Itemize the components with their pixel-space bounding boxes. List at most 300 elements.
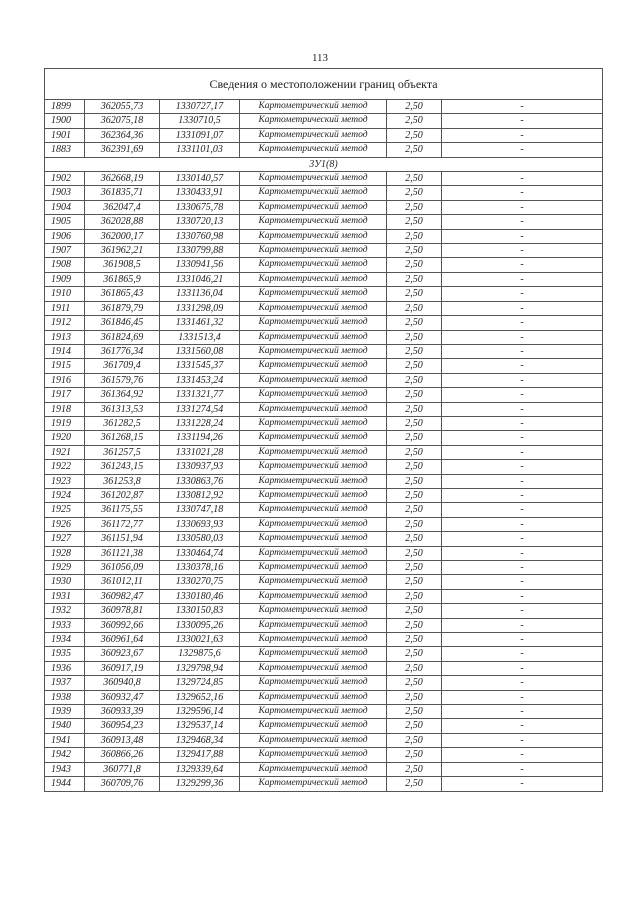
method-cell: Картометрический метод — [240, 445, 387, 459]
table-row — [45, 661, 603, 675]
y-coordinate-cell: 1331321,77 — [160, 388, 240, 402]
method-cell: Картометрический метод — [240, 316, 387, 330]
description-cell: - — [442, 258, 603, 272]
method-cell: Картометрический метод — [240, 661, 387, 675]
x-coordinate-cell: 361243,15 — [85, 460, 160, 474]
method-cell: Картометрический метод — [240, 215, 387, 229]
description-cell: - — [442, 445, 603, 459]
accuracy-cell: 2,50 — [387, 186, 442, 200]
point-number-cell: 1935 — [45, 647, 85, 661]
y-coordinate-cell: 1331136,04 — [160, 287, 240, 301]
y-coordinate-cell: 1329596,14 — [160, 705, 240, 719]
y-coordinate-cell: 1330270,75 — [160, 575, 240, 589]
description-cell: - — [442, 661, 603, 675]
table-row — [45, 114, 603, 128]
description-cell: - — [442, 388, 603, 402]
point-number-cell: 1910 — [45, 287, 85, 301]
accuracy-cell: 2,50 — [387, 777, 442, 791]
accuracy-cell: 2,50 — [387, 373, 442, 387]
description-cell: - — [442, 128, 603, 142]
method-cell: Картометрический метод — [240, 388, 387, 402]
description-cell: - — [442, 618, 603, 632]
x-coordinate-cell: 362000,17 — [85, 229, 160, 243]
y-coordinate-cell: 1330812,92 — [160, 488, 240, 502]
point-number-cell: 1926 — [45, 517, 85, 531]
accuracy-cell: 2,50 — [387, 604, 442, 618]
y-coordinate-cell: 1330693,93 — [160, 517, 240, 531]
table-row — [45, 762, 603, 776]
point-number-cell: 1901 — [45, 128, 85, 142]
x-coordinate-cell: 361202,87 — [85, 488, 160, 502]
table-row — [45, 532, 603, 546]
point-number-cell: 1907 — [45, 244, 85, 258]
description-cell: - — [442, 777, 603, 791]
x-coordinate-cell: 362075,18 — [85, 114, 160, 128]
accuracy-cell: 2,50 — [387, 229, 442, 243]
point-number-cell: 1920 — [45, 431, 85, 445]
point-number-cell: 1943 — [45, 762, 85, 776]
description-cell: - — [442, 301, 603, 315]
y-coordinate-cell: 1331513,4 — [160, 330, 240, 344]
point-number-cell: 1915 — [45, 359, 85, 373]
accuracy-cell: 2,50 — [387, 561, 442, 575]
accuracy-cell: 2,50 — [387, 128, 442, 142]
accuracy-cell: 2,50 — [387, 114, 442, 128]
x-coordinate-cell: 360940,8 — [85, 676, 160, 690]
method-cell: Картометрический метод — [240, 330, 387, 344]
accuracy-cell: 2,50 — [387, 100, 442, 114]
y-coordinate-cell: 1330095,26 — [160, 618, 240, 632]
table-row — [45, 388, 603, 402]
accuracy-cell: 2,50 — [387, 416, 442, 430]
y-coordinate-cell: 1330760,98 — [160, 229, 240, 243]
y-coordinate-cell: 1330580,03 — [160, 532, 240, 546]
x-coordinate-cell: 361172,77 — [85, 517, 160, 531]
accuracy-cell: 2,50 — [387, 748, 442, 762]
point-number-cell: 1906 — [45, 229, 85, 243]
table-row — [45, 575, 603, 589]
point-number-cell: 1912 — [45, 316, 85, 330]
accuracy-cell: 2,50 — [387, 359, 442, 373]
table-row — [45, 128, 603, 142]
x-coordinate-cell: 361865,43 — [85, 287, 160, 301]
y-coordinate-cell: 1331298,09 — [160, 301, 240, 315]
x-coordinate-cell: 360917,19 — [85, 661, 160, 675]
description-cell: - — [442, 215, 603, 229]
method-cell: Картометрический метод — [240, 546, 387, 560]
accuracy-cell: 2,50 — [387, 402, 442, 416]
section-label: 3У1(8) — [45, 157, 603, 171]
description-cell: - — [442, 633, 603, 647]
description-cell: - — [442, 460, 603, 474]
method-cell: Картометрический метод — [240, 402, 387, 416]
accuracy-cell: 2,50 — [387, 445, 442, 459]
x-coordinate-cell: 361709,4 — [85, 359, 160, 373]
method-cell: Картометрический метод — [240, 344, 387, 358]
point-number-cell: 1905 — [45, 215, 85, 229]
accuracy-cell: 2,50 — [387, 647, 442, 661]
description-cell: - — [442, 690, 603, 704]
method-cell: Картометрический метод — [240, 100, 387, 114]
point-number-cell: 1928 — [45, 546, 85, 560]
y-coordinate-cell: 1330433,91 — [160, 186, 240, 200]
description-cell: - — [442, 316, 603, 330]
y-coordinate-cell: 1329339,64 — [160, 762, 240, 776]
method-cell: Картометрический метод — [240, 618, 387, 632]
method-cell: Картометрический метод — [240, 604, 387, 618]
description-cell: - — [442, 100, 603, 114]
table-row — [45, 517, 603, 531]
description-cell: - — [442, 575, 603, 589]
method-cell: Картометрический метод — [240, 676, 387, 690]
point-number-cell: 1932 — [45, 604, 85, 618]
table-row — [45, 488, 603, 502]
description-cell: - — [442, 488, 603, 502]
table-row — [45, 373, 603, 387]
description-cell: - — [442, 474, 603, 488]
point-number-cell: 1940 — [45, 719, 85, 733]
y-coordinate-cell: 1329798,94 — [160, 661, 240, 675]
description-cell: - — [442, 705, 603, 719]
table-row — [45, 777, 603, 791]
description-cell: - — [442, 143, 603, 157]
y-coordinate-cell: 1330464,74 — [160, 546, 240, 560]
description-cell: - — [442, 172, 603, 186]
accuracy-cell: 2,50 — [387, 705, 442, 719]
x-coordinate-cell: 360923,67 — [85, 647, 160, 661]
accuracy-cell: 2,50 — [387, 733, 442, 747]
x-coordinate-cell: 360961,64 — [85, 633, 160, 647]
y-coordinate-cell: 1329537,14 — [160, 719, 240, 733]
method-cell: Картометрический метод — [240, 258, 387, 272]
x-coordinate-cell: 361313,53 — [85, 402, 160, 416]
table-row — [45, 172, 603, 186]
x-coordinate-cell: 361056,09 — [85, 561, 160, 575]
accuracy-cell: 2,50 — [387, 474, 442, 488]
y-coordinate-cell: 1331228,24 — [160, 416, 240, 430]
description-cell: - — [442, 200, 603, 214]
y-coordinate-cell: 1331274,54 — [160, 402, 240, 416]
table-row — [45, 431, 603, 445]
description-cell: - — [442, 561, 603, 575]
y-coordinate-cell: 1331046,21 — [160, 272, 240, 286]
point-number-cell: 1923 — [45, 474, 85, 488]
table-row — [45, 100, 603, 114]
table-row — [45, 503, 603, 517]
point-number-cell: 1942 — [45, 748, 85, 762]
x-coordinate-cell: 360709,76 — [85, 777, 160, 791]
table-row — [45, 618, 603, 632]
description-cell: - — [442, 604, 603, 618]
table-row — [45, 748, 603, 762]
description-cell: - — [442, 546, 603, 560]
y-coordinate-cell: 1331560,08 — [160, 344, 240, 358]
accuracy-cell: 2,50 — [387, 143, 442, 157]
x-coordinate-cell: 361175,55 — [85, 503, 160, 517]
description-cell: - — [442, 272, 603, 286]
description-cell: - — [442, 719, 603, 733]
description-cell: - — [442, 186, 603, 200]
accuracy-cell: 2,50 — [387, 215, 442, 229]
description-cell: - — [442, 402, 603, 416]
x-coordinate-cell: 361835,71 — [85, 186, 160, 200]
method-cell: Картометрический метод — [240, 561, 387, 575]
x-coordinate-cell: 361879,79 — [85, 301, 160, 315]
method-cell: Картометрический метод — [240, 373, 387, 387]
x-coordinate-cell: 361846,45 — [85, 316, 160, 330]
y-coordinate-cell: 1331453,24 — [160, 373, 240, 387]
method-cell: Картометрический метод — [240, 200, 387, 214]
description-cell: - — [442, 532, 603, 546]
table-row — [45, 633, 603, 647]
x-coordinate-cell: 361253,8 — [85, 474, 160, 488]
table-row — [45, 287, 603, 301]
x-coordinate-cell: 360933,39 — [85, 705, 160, 719]
point-number-cell: 1900 — [45, 114, 85, 128]
method-cell: Картометрический метод — [240, 416, 387, 430]
y-coordinate-cell: 1329652,16 — [160, 690, 240, 704]
y-coordinate-cell: 1330747,18 — [160, 503, 240, 517]
x-coordinate-cell: 360992,66 — [85, 618, 160, 632]
description-cell: - — [442, 503, 603, 517]
point-number-cell: 1902 — [45, 172, 85, 186]
y-coordinate-cell: 1330378,16 — [160, 561, 240, 575]
accuracy-cell: 2,50 — [387, 719, 442, 733]
x-coordinate-cell: 361268,15 — [85, 431, 160, 445]
method-cell: Картометрический метод — [240, 589, 387, 603]
x-coordinate-cell: 362055,73 — [85, 100, 160, 114]
description-cell: - — [442, 647, 603, 661]
y-coordinate-cell: 1330140,57 — [160, 172, 240, 186]
point-number-cell: 1941 — [45, 733, 85, 747]
x-coordinate-cell: 362047,4 — [85, 200, 160, 214]
description-cell: - — [442, 330, 603, 344]
accuracy-cell: 2,50 — [387, 589, 442, 603]
x-coordinate-cell: 361908,5 — [85, 258, 160, 272]
point-number-cell: 1939 — [45, 705, 85, 719]
accuracy-cell: 2,50 — [387, 517, 442, 531]
point-number-cell: 1908 — [45, 258, 85, 272]
method-cell: Картометрический метод — [240, 517, 387, 531]
method-cell: Картометрический метод — [240, 143, 387, 157]
method-cell: Картометрический метод — [240, 287, 387, 301]
table-row — [45, 460, 603, 474]
method-cell: Картометрический метод — [240, 733, 387, 747]
y-coordinate-cell: 1329875,6 — [160, 647, 240, 661]
method-cell: Картометрический метод — [240, 647, 387, 661]
description-cell: - — [442, 762, 603, 776]
method-cell: Картометрический метод — [240, 719, 387, 733]
point-number-cell: 1922 — [45, 460, 85, 474]
point-number-cell: 1904 — [45, 200, 85, 214]
accuracy-cell: 2,50 — [387, 244, 442, 258]
description-cell: - — [442, 244, 603, 258]
x-coordinate-cell: 361776,34 — [85, 344, 160, 358]
table-row — [45, 330, 603, 344]
table-row — [45, 705, 603, 719]
y-coordinate-cell: 1329724,85 — [160, 676, 240, 690]
accuracy-cell: 2,50 — [387, 546, 442, 560]
method-cell: Картометрический метод — [240, 244, 387, 258]
point-number-cell: 1921 — [45, 445, 85, 459]
accuracy-cell: 2,50 — [387, 690, 442, 704]
y-coordinate-cell: 1330937,93 — [160, 460, 240, 474]
point-number-cell: 1917 — [45, 388, 85, 402]
x-coordinate-cell: 361962,21 — [85, 244, 160, 258]
y-coordinate-cell: 1330710,5 — [160, 114, 240, 128]
method-cell: Картометрический метод — [240, 359, 387, 373]
method-cell: Картометрический метод — [240, 762, 387, 776]
x-coordinate-cell: 362364,36 — [85, 128, 160, 142]
x-coordinate-cell: 361151,94 — [85, 532, 160, 546]
table-row — [45, 344, 603, 358]
description-cell: - — [442, 733, 603, 747]
section-row — [45, 157, 603, 171]
point-number-cell: 1929 — [45, 561, 85, 575]
table-title-row — [45, 69, 603, 100]
table-row — [45, 647, 603, 661]
description-cell: - — [442, 229, 603, 243]
x-coordinate-cell: 361824,69 — [85, 330, 160, 344]
x-coordinate-cell: 360771,8 — [85, 762, 160, 776]
method-cell: Картометрический метод — [240, 186, 387, 200]
accuracy-cell: 2,50 — [387, 287, 442, 301]
boundary-table-frame — [44, 68, 602, 792]
point-number-cell: 1934 — [45, 633, 85, 647]
table-row — [45, 676, 603, 690]
x-coordinate-cell: 361579,76 — [85, 373, 160, 387]
y-coordinate-cell: 1330863,76 — [160, 474, 240, 488]
accuracy-cell: 2,50 — [387, 330, 442, 344]
point-number-cell: 1918 — [45, 402, 85, 416]
y-coordinate-cell: 1329417,88 — [160, 748, 240, 762]
table-row — [45, 546, 603, 560]
table-row — [45, 215, 603, 229]
accuracy-cell: 2,50 — [387, 762, 442, 776]
table-row — [45, 690, 603, 704]
table-row — [45, 589, 603, 603]
method-cell: Картометрический метод — [240, 272, 387, 286]
x-coordinate-cell: 361865,9 — [85, 272, 160, 286]
accuracy-cell: 2,50 — [387, 431, 442, 445]
table-row — [45, 416, 603, 430]
method-cell: Картометрический метод — [240, 633, 387, 647]
x-coordinate-cell: 360954,23 — [85, 719, 160, 733]
point-number-cell: 1909 — [45, 272, 85, 286]
description-cell: - — [442, 517, 603, 531]
y-coordinate-cell: 1330799,88 — [160, 244, 240, 258]
method-cell: Картометрический метод — [240, 748, 387, 762]
table-row — [45, 200, 603, 214]
accuracy-cell: 2,50 — [387, 316, 442, 330]
x-coordinate-cell: 360866,26 — [85, 748, 160, 762]
x-coordinate-cell: 361257,5 — [85, 445, 160, 459]
accuracy-cell: 2,50 — [387, 460, 442, 474]
method-cell: Картометрический метод — [240, 301, 387, 315]
x-coordinate-cell: 362028,88 — [85, 215, 160, 229]
accuracy-cell: 2,50 — [387, 633, 442, 647]
accuracy-cell: 2,50 — [387, 200, 442, 214]
table-row — [45, 445, 603, 459]
method-cell: Картометрический метод — [240, 229, 387, 243]
y-coordinate-cell: 1330675,78 — [160, 200, 240, 214]
boundary-coordinates-table — [44, 68, 603, 792]
point-number-cell: 1937 — [45, 676, 85, 690]
y-coordinate-cell: 1330180,46 — [160, 589, 240, 603]
description-cell: - — [442, 676, 603, 690]
method-cell: Картометрический метод — [240, 532, 387, 546]
table-row — [45, 244, 603, 258]
y-coordinate-cell: 1331461,32 — [160, 316, 240, 330]
table-row — [45, 186, 603, 200]
table-row — [45, 316, 603, 330]
method-cell: Картометрический метод — [240, 114, 387, 128]
x-coordinate-cell: 361364,92 — [85, 388, 160, 402]
page-number: 113 — [311, 52, 329, 64]
x-coordinate-cell: 361121,38 — [85, 546, 160, 560]
y-coordinate-cell: 1331101,03 — [160, 143, 240, 157]
y-coordinate-cell: 1331545,37 — [160, 359, 240, 373]
table-row — [45, 402, 603, 416]
y-coordinate-cell: 1329468,34 — [160, 733, 240, 747]
description-cell: - — [442, 344, 603, 358]
point-number-cell: 1883 — [45, 143, 85, 157]
table-row — [45, 258, 603, 272]
x-coordinate-cell: 362668,19 — [85, 172, 160, 186]
x-coordinate-cell: 362391,69 — [85, 143, 160, 157]
table-title: Сведения о местоположении границ объекта — [45, 69, 603, 100]
point-number-cell: 1913 — [45, 330, 85, 344]
table-row — [45, 561, 603, 575]
description-cell: - — [442, 431, 603, 445]
x-coordinate-cell: 361012,11 — [85, 575, 160, 589]
accuracy-cell: 2,50 — [387, 301, 442, 315]
table-row — [45, 359, 603, 373]
y-coordinate-cell: 1329299,36 — [160, 777, 240, 791]
method-cell: Картометрический метод — [240, 575, 387, 589]
table-row — [45, 733, 603, 747]
description-cell: - — [442, 114, 603, 128]
accuracy-cell: 2,50 — [387, 388, 442, 402]
x-coordinate-cell: 360932,47 — [85, 690, 160, 704]
point-number-cell: 1925 — [45, 503, 85, 517]
point-number-cell: 1944 — [45, 777, 85, 791]
table-row — [45, 474, 603, 488]
point-number-cell: 1919 — [45, 416, 85, 430]
x-coordinate-cell: 360913,48 — [85, 733, 160, 747]
accuracy-cell: 2,50 — [387, 532, 442, 546]
accuracy-cell: 2,50 — [387, 272, 442, 286]
description-cell: - — [442, 748, 603, 762]
accuracy-cell: 2,50 — [387, 488, 442, 502]
method-cell: Картометрический метод — [240, 474, 387, 488]
point-number-cell: 1914 — [45, 344, 85, 358]
point-number-cell: 1903 — [45, 186, 85, 200]
accuracy-cell: 2,50 — [387, 503, 442, 517]
method-cell: Картометрический метод — [240, 460, 387, 474]
accuracy-cell: 2,50 — [387, 575, 442, 589]
y-coordinate-cell: 1330021,63 — [160, 633, 240, 647]
x-coordinate-cell: 361282,5 — [85, 416, 160, 430]
y-coordinate-cell: 1331194,26 — [160, 431, 240, 445]
description-cell: - — [442, 359, 603, 373]
method-cell: Картометрический метод — [240, 128, 387, 142]
point-number-cell: 1933 — [45, 618, 85, 632]
y-coordinate-cell: 1330150,83 — [160, 604, 240, 618]
y-coordinate-cell: 1330941,56 — [160, 258, 240, 272]
accuracy-cell: 2,50 — [387, 676, 442, 690]
point-number-cell: 1916 — [45, 373, 85, 387]
